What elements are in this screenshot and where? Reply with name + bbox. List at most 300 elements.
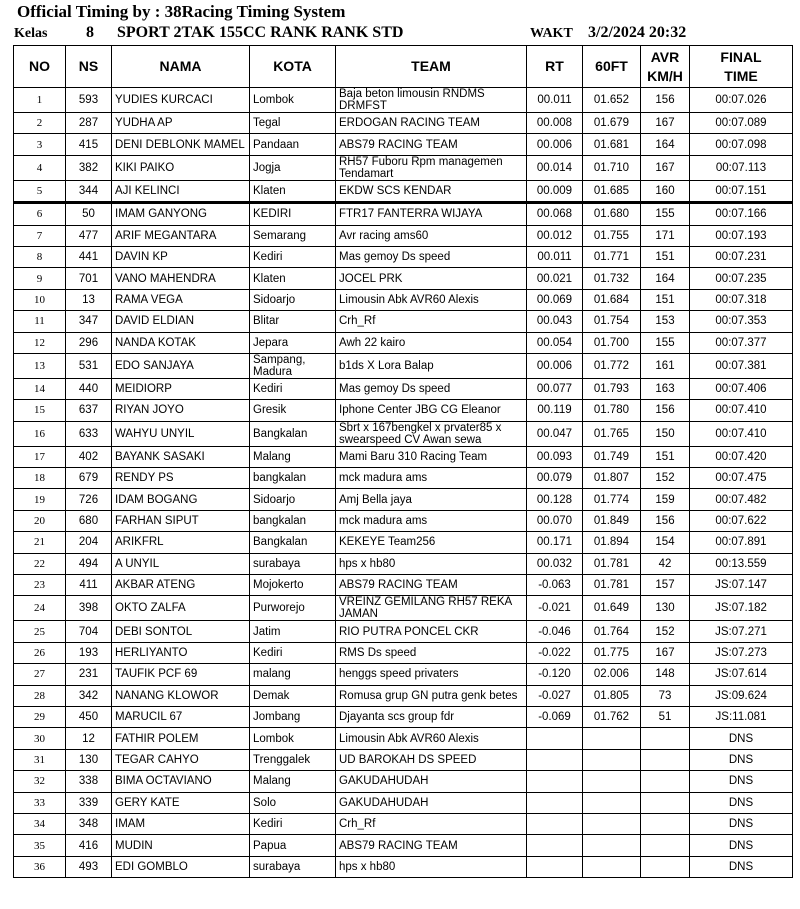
cell-ft	[583, 749, 641, 770]
cell-nama: GERY KATE	[112, 792, 250, 813]
cell-team: EKDW SCS KENDAR	[336, 180, 527, 202]
cell-rt: 00.093	[527, 446, 583, 467]
cell-kota: Klaten	[250, 180, 336, 202]
cell-ft: 01.805	[583, 685, 641, 706]
cell-ns: 411	[66, 575, 112, 596]
cell-rt	[527, 792, 583, 813]
cell-kota: Sampang, Madura	[250, 353, 336, 378]
cell-final: 00:07.353	[690, 311, 793, 332]
table-row	[14, 332, 793, 353]
cell-final: 00:07.089	[690, 113, 793, 134]
table-row	[14, 792, 793, 813]
cell-rt: -0.046	[527, 621, 583, 642]
table-row	[14, 856, 793, 877]
cell-ns: 415	[66, 134, 112, 155]
cell-kota: Klaten	[250, 268, 336, 289]
cell-kota: bangkalan	[250, 510, 336, 531]
cell-rt: 00.070	[527, 510, 583, 531]
cell-rt: 00.079	[527, 468, 583, 489]
results-table	[13, 45, 793, 878]
cell-no: 29	[14, 706, 66, 727]
cell-avr: 164	[641, 134, 690, 155]
table-row	[14, 489, 793, 510]
cell-no: 32	[14, 771, 66, 792]
cell-team: hps x hb80	[336, 553, 527, 574]
cell-nama: RIYAN JOYO	[112, 400, 250, 421]
cell-rt: 00.021	[527, 268, 583, 289]
cell-ft	[583, 835, 641, 856]
cell-no: 26	[14, 642, 66, 663]
cell-final: 00:07.166	[690, 203, 793, 225]
cell-ft: 01.774	[583, 489, 641, 510]
cell-rt	[527, 835, 583, 856]
cell-final: DNS	[690, 835, 793, 856]
cell-ft: 01.755	[583, 225, 641, 246]
cell-no: 19	[14, 489, 66, 510]
cell-ns: 637	[66, 400, 112, 421]
cell-avr: 152	[641, 621, 690, 642]
cell-ft: 01.765	[583, 421, 641, 446]
cell-ns: 231	[66, 664, 112, 685]
cell-ft: 01.771	[583, 246, 641, 267]
cell-rt: 00.009	[527, 180, 583, 202]
cell-team: Djayanta scs group fdr	[336, 706, 527, 727]
cell-ns: 287	[66, 113, 112, 134]
cell-no: 13	[14, 353, 66, 378]
cell-kota: Kediri	[250, 246, 336, 267]
table-row	[14, 575, 793, 596]
cell-ns: 130	[66, 749, 112, 770]
cell-nama: MUDIN	[112, 835, 250, 856]
cell-ft	[583, 728, 641, 749]
cell-avr	[641, 813, 690, 834]
table-row	[14, 685, 793, 706]
cell-team: Iphone Center JBG CG Eleanor	[336, 400, 527, 421]
cell-avr	[641, 792, 690, 813]
cell-ns: 342	[66, 685, 112, 706]
cell-kota: Jombang	[250, 706, 336, 727]
cell-avr: 73	[641, 685, 690, 706]
cell-avr: 152	[641, 468, 690, 489]
cell-ns: 477	[66, 225, 112, 246]
cell-rt: 00.006	[527, 353, 583, 378]
cell-avr: 155	[641, 332, 690, 353]
cell-ft: 01.793	[583, 378, 641, 399]
cell-avr: 51	[641, 706, 690, 727]
cell-ft: 01.764	[583, 621, 641, 642]
table-row	[14, 642, 793, 663]
cell-no: 36	[14, 856, 66, 877]
cell-ns: 416	[66, 835, 112, 856]
cell-team: Limousin Abk AVR60 Alexis	[336, 289, 527, 310]
cell-team: Crh_Rf	[336, 813, 527, 834]
cell-no: 20	[14, 510, 66, 531]
cell-final: 00:13.559	[690, 553, 793, 574]
table-row	[14, 813, 793, 834]
cell-team: Amj Bella jaya	[336, 489, 527, 510]
cell-nama: MARUCIL 67	[112, 706, 250, 727]
table-row	[14, 706, 793, 727]
cell-kota: Kediri	[250, 378, 336, 399]
cell-ns: 680	[66, 510, 112, 531]
cell-ns: 450	[66, 706, 112, 727]
cell-avr: 171	[641, 225, 690, 246]
table-row	[14, 400, 793, 421]
cell-no: 4	[14, 155, 66, 180]
cell-nama: TAUFIK PCF 69	[112, 664, 250, 685]
cell-avr: 167	[641, 113, 690, 134]
cell-rt: 00.119	[527, 400, 583, 421]
table-row	[14, 134, 793, 155]
table-row	[14, 771, 793, 792]
cell-kota: Trenggalek	[250, 749, 336, 770]
table-row	[14, 510, 793, 531]
cell-avr: 151	[641, 446, 690, 467]
cell-kota: Purworejo	[250, 596, 336, 621]
cell-no: 8	[14, 246, 66, 267]
cell-nama: EDI GOMBLO	[112, 856, 250, 877]
cell-team: ABS79 RACING TEAM	[336, 134, 527, 155]
cell-avr: 159	[641, 489, 690, 510]
cell-no: 17	[14, 446, 66, 467]
cell-final: 00:07.113	[690, 155, 793, 180]
cell-nama: IMAM GANYONG	[112, 203, 250, 225]
cell-ns: 382	[66, 155, 112, 180]
cell-ft: 01.749	[583, 446, 641, 467]
cell-ft: 01.684	[583, 289, 641, 310]
cell-team: Baja beton limousin RNDMS DRMFST	[336, 88, 527, 113]
cell-avr: 148	[641, 664, 690, 685]
cell-avr: 167	[641, 642, 690, 663]
cell-final: JS:07.182	[690, 596, 793, 621]
cell-kota: Lombok	[250, 88, 336, 113]
cell-rt: 00.011	[527, 88, 583, 113]
cell-ns: 347	[66, 311, 112, 332]
cell-team: Mas gemoy Ds speed	[336, 246, 527, 267]
cell-final: JS:07.147	[690, 575, 793, 596]
cell-ft: 01.775	[583, 642, 641, 663]
cell-final: JS:07.273	[690, 642, 793, 663]
cell-avr: 151	[641, 289, 690, 310]
cell-no: 22	[14, 553, 66, 574]
cell-no: 35	[14, 835, 66, 856]
cell-nama: DENI DEBLONK MAMEL	[112, 134, 250, 155]
table-row	[14, 553, 793, 574]
cell-no: 31	[14, 749, 66, 770]
col-ns: NS	[66, 46, 112, 88]
cell-team: Limousin Abk AVR60 Alexis	[336, 728, 527, 749]
cell-team: ERDOGAN RACING TEAM	[336, 113, 527, 134]
cell-rt: 00.032	[527, 553, 583, 574]
cell-team: ABS79 RACING TEAM	[336, 835, 527, 856]
cell-no: 34	[14, 813, 66, 834]
cell-final: 00:07.410	[690, 400, 793, 421]
cell-team: Awh 22 kairo	[336, 332, 527, 353]
table-row	[14, 596, 793, 621]
cell-ft: 01.772	[583, 353, 641, 378]
cell-no: 24	[14, 596, 66, 621]
cell-nama: NANDA KOTAK	[112, 332, 250, 353]
table-row	[14, 311, 793, 332]
cell-avr: 154	[641, 532, 690, 553]
table-row	[14, 835, 793, 856]
cell-no: 33	[14, 792, 66, 813]
cell-ns: 402	[66, 446, 112, 467]
cell-kota: Gresik	[250, 400, 336, 421]
cell-ft: 01.680	[583, 203, 641, 225]
cell-ns: 348	[66, 813, 112, 834]
cell-no: 14	[14, 378, 66, 399]
cell-rt	[527, 856, 583, 877]
cell-avr: 164	[641, 268, 690, 289]
cell-nama: AJI KELINCI	[112, 180, 250, 202]
cell-avr: 156	[641, 88, 690, 113]
cell-nama: ARIKFRL	[112, 532, 250, 553]
cell-final: JS:07.271	[690, 621, 793, 642]
cell-no: 1	[14, 88, 66, 113]
table-row	[14, 246, 793, 267]
cell-ft: 01.849	[583, 510, 641, 531]
cell-rt: -0.022	[527, 642, 583, 663]
cell-nama: VANO MAHENDRA	[112, 268, 250, 289]
cell-rt: 00.012	[527, 225, 583, 246]
cell-no: 10	[14, 289, 66, 310]
cell-nama: IDAM BOGANG	[112, 489, 250, 510]
cell-rt: -0.069	[527, 706, 583, 727]
cell-kota: Jepara	[250, 332, 336, 353]
table-row	[14, 446, 793, 467]
cell-no: 12	[14, 332, 66, 353]
cell-final: 00:07.377	[690, 332, 793, 353]
cell-kota: Malang	[250, 446, 336, 467]
cell-team: Sbrt x 167bengkel x prvater85 x swearspeed CV Awan sewa	[336, 421, 527, 446]
cell-kota: Jogja	[250, 155, 336, 180]
cell-nama: RAMA VEGA	[112, 289, 250, 310]
cell-ft: 01.685	[583, 180, 641, 202]
cell-final: 00:07.475	[690, 468, 793, 489]
cell-no: 21	[14, 532, 66, 553]
cell-rt	[527, 771, 583, 792]
cell-final: DNS	[690, 728, 793, 749]
cell-final: 00:07.231	[690, 246, 793, 267]
cell-nama: IMAM	[112, 813, 250, 834]
cell-ft: 01.700	[583, 332, 641, 353]
cell-rt: 00.128	[527, 489, 583, 510]
cell-nama: DAVIN KP	[112, 246, 250, 267]
cell-ns: 296	[66, 332, 112, 353]
cell-ns: 701	[66, 268, 112, 289]
table-row	[14, 203, 793, 225]
cell-no: 18	[14, 468, 66, 489]
cell-kota: surabaya	[250, 856, 336, 877]
cell-kota: Kediri	[250, 642, 336, 663]
cell-ns: 398	[66, 596, 112, 621]
cell-rt: 00.043	[527, 311, 583, 332]
cell-ft: 01.710	[583, 155, 641, 180]
cell-team: Romusa grup GN putra genk betes	[336, 685, 527, 706]
wakt-label: WAKT	[530, 26, 573, 41]
cell-ns: 679	[66, 468, 112, 489]
cell-ns: 593	[66, 88, 112, 113]
cell-rt: 00.054	[527, 332, 583, 353]
cell-kota: Papua	[250, 835, 336, 856]
cell-final: 00:07.318	[690, 289, 793, 310]
cell-rt: 00.011	[527, 246, 583, 267]
table-row	[14, 225, 793, 246]
cell-team: GAKUDAHUDAH	[336, 792, 527, 813]
cell-ft	[583, 792, 641, 813]
cell-avr: 160	[641, 180, 690, 202]
cell-ft: 01.807	[583, 468, 641, 489]
cell-avr: 167	[641, 155, 690, 180]
table-row	[14, 468, 793, 489]
cell-final: 00:07.235	[690, 268, 793, 289]
table-row	[14, 113, 793, 134]
col-rt: RT	[527, 46, 583, 88]
cell-nama: RENDY PS	[112, 468, 250, 489]
cell-avr: 150	[641, 421, 690, 446]
cell-no: 5	[14, 180, 66, 202]
cell-avr	[641, 728, 690, 749]
cell-final: DNS	[690, 749, 793, 770]
cell-nama: AKBAR ATENG	[112, 575, 250, 596]
cell-nama: EDO SANJAYA	[112, 353, 250, 378]
cell-ns: 338	[66, 771, 112, 792]
cell-team: Avr racing ams60	[336, 225, 527, 246]
cell-rt: 00.069	[527, 289, 583, 310]
cell-final: 00:07.482	[690, 489, 793, 510]
cell-avr: 130	[641, 596, 690, 621]
cell-rt: -0.120	[527, 664, 583, 685]
cell-kota: Sidoarjo	[250, 489, 336, 510]
cell-rt	[527, 749, 583, 770]
cell-final: 00:07.193	[690, 225, 793, 246]
cell-ns: 704	[66, 621, 112, 642]
cell-nama: A UNYIL	[112, 553, 250, 574]
cell-team: FTR17 FANTERRA WIJAYA	[336, 203, 527, 225]
cell-no: 25	[14, 621, 66, 642]
table-row	[14, 378, 793, 399]
cell-no: 16	[14, 421, 66, 446]
class-name: SPORT 2TAK 155CC RANK RANK STD	[117, 24, 404, 41]
cell-kota: Semarang	[250, 225, 336, 246]
cell-ft: 01.754	[583, 311, 641, 332]
cell-kota: Tegal	[250, 113, 336, 134]
col-no: NO	[14, 46, 66, 88]
cell-rt: -0.021	[527, 596, 583, 621]
cell-ft: 01.762	[583, 706, 641, 727]
cell-avr	[641, 856, 690, 877]
cell-kota: Jatim	[250, 621, 336, 642]
cell-ns: 13	[66, 289, 112, 310]
cell-nama: ARIF MEGANTARA	[112, 225, 250, 246]
cell-no: 9	[14, 268, 66, 289]
cell-ns: 531	[66, 353, 112, 378]
cell-kota: Lombok	[250, 728, 336, 749]
kelas-label: Kelas	[14, 26, 48, 41]
cell-final: 00:07.406	[690, 378, 793, 399]
cell-rt: -0.063	[527, 575, 583, 596]
cell-no: 6	[14, 203, 66, 225]
table-row	[14, 421, 793, 446]
col-avr: AVR KM/H	[641, 46, 690, 88]
cell-ns: 193	[66, 642, 112, 663]
cell-ns: 494	[66, 553, 112, 574]
cell-team: UD BAROKAH DS SPEED	[336, 749, 527, 770]
cell-avr: 153	[641, 311, 690, 332]
cell-final: DNS	[690, 792, 793, 813]
col-60ft: 60FT	[583, 46, 641, 88]
col-final-time: FINAL TIME	[690, 46, 793, 88]
cell-rt: 00.014	[527, 155, 583, 180]
cell-rt: 00.068	[527, 203, 583, 225]
cell-avr: 155	[641, 203, 690, 225]
cell-final: 00:07.151	[690, 180, 793, 202]
table-row	[14, 88, 793, 113]
table-row	[14, 728, 793, 749]
race-datetime: 3/2/2024 20:32	[588, 24, 687, 41]
cell-kota: Solo	[250, 792, 336, 813]
cell-final: JS:07.614	[690, 664, 793, 685]
cell-nama: WAHYU UNYIL	[112, 421, 250, 446]
table-row	[14, 289, 793, 310]
cell-team: ABS79 RACING TEAM	[336, 575, 527, 596]
cell-kota: bangkalan	[250, 468, 336, 489]
cell-ns: 12	[66, 728, 112, 749]
table-row	[14, 353, 793, 378]
cell-ns: 440	[66, 378, 112, 399]
cell-ns: 339	[66, 792, 112, 813]
cell-kota: surabaya	[250, 553, 336, 574]
cell-final: 00:07.410	[690, 421, 793, 446]
cell-nama: BIMA OCTAVIANO	[112, 771, 250, 792]
cell-ft: 01.780	[583, 400, 641, 421]
table-row	[14, 532, 793, 553]
cell-team: henggs speed privaters	[336, 664, 527, 685]
page-title: Official Timing by : 38Racing Timing System	[17, 2, 346, 21]
cell-ns: 493	[66, 856, 112, 877]
cell-team: RMS Ds speed	[336, 642, 527, 663]
cell-no: 3	[14, 134, 66, 155]
cell-avr	[641, 749, 690, 770]
cell-nama: OKTO ZALFA	[112, 596, 250, 621]
cell-ft	[583, 771, 641, 792]
cell-final: 00:07.420	[690, 446, 793, 467]
cell-kota: KEDIRI	[250, 203, 336, 225]
cell-ft: 01.732	[583, 268, 641, 289]
cell-no: 2	[14, 113, 66, 134]
cell-rt: 00.077	[527, 378, 583, 399]
cell-team: JOCEL PRK	[336, 268, 527, 289]
cell-final: JS:11.081	[690, 706, 793, 727]
cell-rt: 00.171	[527, 532, 583, 553]
cell-nama: DEBI SONTOL	[112, 621, 250, 642]
cell-no: 28	[14, 685, 66, 706]
cell-avr: 156	[641, 510, 690, 531]
cell-nama: NANANG KLOWOR	[112, 685, 250, 706]
table-row	[14, 155, 793, 180]
cell-kota: Demak	[250, 685, 336, 706]
kelas-number: 8	[86, 24, 94, 41]
cell-ns: 441	[66, 246, 112, 267]
cell-ns: 726	[66, 489, 112, 510]
table-row	[14, 664, 793, 685]
cell-ns: 50	[66, 203, 112, 225]
cell-avr	[641, 771, 690, 792]
cell-ft: 01.894	[583, 532, 641, 553]
col-kota: KOTA	[250, 46, 336, 88]
cell-kota: malang	[250, 664, 336, 685]
